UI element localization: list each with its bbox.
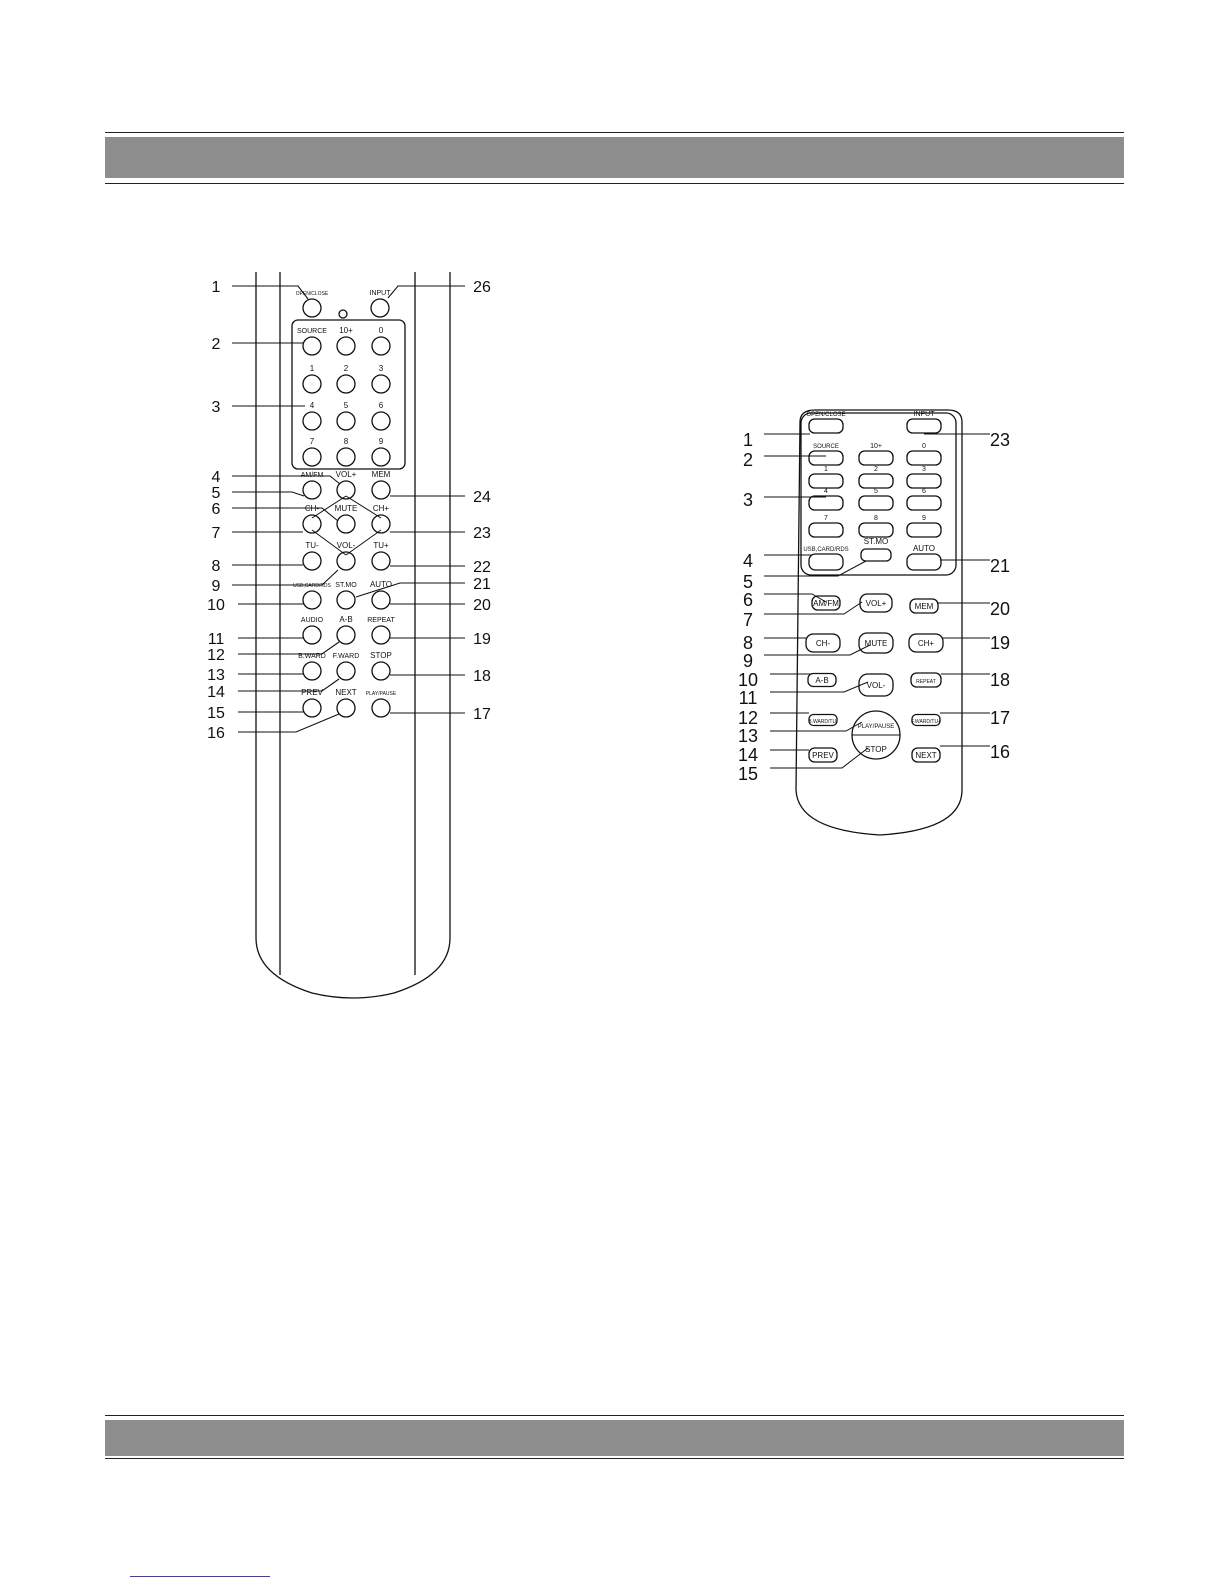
remote-a-callout-line	[238, 642, 339, 654]
remote-a	[207, 272, 491, 998]
remote-b-callout-20: 20	[989, 599, 1011, 619]
remote-a-four-label: 4	[309, 401, 315, 410]
remote-b-five-button[interactable]	[859, 496, 893, 510]
remote-b-auto-button[interactable]	[907, 554, 941, 570]
remote-a-callout-5: 5	[211, 485, 221, 502]
remote-a-play-pause-button[interactable]	[372, 699, 390, 717]
remote-b-input-button[interactable]	[907, 419, 941, 433]
remote-a-mem-label: MEM	[371, 470, 391, 479]
remote-b-usb-card-rds-label: USB,CARD/RDS	[803, 547, 849, 553]
remote-a-callout-10: 10	[207, 597, 225, 614]
remote-b-callout-18: 18	[989, 670, 1011, 690]
remote-b-one-button[interactable]	[809, 474, 843, 488]
remote-b-auto-label: AUTO	[912, 544, 936, 553]
remote-b-mute-label: MUTE	[864, 639, 888, 648]
remote-a-mute-button[interactable]	[337, 515, 355, 533]
remote-b-seven-button[interactable]	[809, 523, 843, 537]
remote-b-stop-label: STOP	[865, 745, 887, 754]
remote-a-callout-3: 3	[211, 399, 221, 416]
remote-b-source-button[interactable]	[809, 451, 843, 465]
remote-a-callout-7: 7	[211, 525, 221, 542]
remote-a-repeat-label: REPEAT	[367, 617, 395, 624]
remote-b-f-ward-tu-label: F.WARD/TU+	[911, 719, 941, 725]
remote-a-ten-plus-button[interactable]	[337, 337, 355, 355]
remote-a-am-fm-button[interactable]	[303, 481, 321, 499]
remote-a-callout-line	[232, 508, 338, 521]
remote-a-eight-button[interactable]	[337, 448, 355, 466]
remote-b-callout-10: 10	[737, 670, 759, 690]
remote-a-seven-button[interactable]	[303, 448, 321, 466]
remote-b-one-label: 1	[824, 466, 828, 473]
remote-b-nine-label: 9	[922, 515, 926, 522]
remote-b-st-mo-button[interactable]	[861, 549, 891, 561]
remote-a-three-button[interactable]	[372, 375, 390, 393]
remote-a-one-button[interactable]	[303, 375, 321, 393]
remote-a-tu-plus-label: TU+	[373, 541, 389, 550]
remote-b-callout-12: 12	[737, 708, 759, 728]
remote-b-prev-label: PREV	[812, 751, 834, 760]
remote-a-auto-label: AUTO	[369, 580, 393, 589]
remote-a-five-button[interactable]	[337, 412, 355, 430]
remote-a-nine-button[interactable]	[372, 448, 390, 466]
remote-a-callout-17: 17	[473, 706, 491, 723]
remote-b-open-close-button[interactable]	[809, 419, 843, 433]
remote-a-callout-23: 23	[473, 525, 491, 542]
remote-a-callout-14: 14	[207, 684, 225, 701]
remote-a-b-ward-button[interactable]	[303, 662, 321, 680]
remote-a-a-b-button[interactable]	[337, 626, 355, 644]
remote-a-body	[256, 272, 450, 998]
remote-a-stop-button[interactable]	[372, 662, 390, 680]
remote-b-four-button[interactable]	[809, 496, 843, 510]
remote-b-st-mo-label: ST.MO	[863, 537, 889, 546]
remote-a-five-label: 5	[343, 401, 349, 410]
remote-a-callout-2: 2	[211, 336, 221, 353]
remote-a-callout-16: 16	[207, 725, 225, 742]
remote-b-open-close-label: OPEN/CLOSE	[806, 412, 846, 418]
remote-a-mem-button[interactable]	[372, 481, 390, 499]
remote-b-source-label: SOURCE	[813, 444, 839, 450]
remote-a-stop-label: STOP	[370, 651, 392, 660]
remote-a-callout-9: 9	[211, 578, 221, 595]
remote-a-next-label: NEXT	[335, 688, 357, 697]
remote-a-callout-13: 13	[207, 667, 225, 684]
remote-a-keypad-frame	[292, 320, 405, 469]
remote-a-zero-label: 0	[378, 326, 384, 335]
remote-a-callout-12: 12	[207, 647, 225, 664]
remote-a-two-button[interactable]	[337, 375, 355, 393]
remote-b-three-button[interactable]	[907, 474, 941, 488]
remote-a-audio-label: AUDIO	[300, 617, 324, 624]
remote-b-callout-16: 16	[989, 742, 1011, 762]
remote-a-callout-26: 26	[473, 279, 491, 296]
remote-a-callout-22: 22	[473, 559, 491, 576]
remote-b-next-label: NEXT	[915, 751, 937, 760]
remote-a-callout-1: 1	[211, 279, 221, 296]
remote-b-callout-6: 6	[742, 590, 754, 610]
remote-b-callout-5: 5	[742, 572, 754, 592]
remote-b-two-button[interactable]	[859, 474, 893, 488]
remote-a-open-close-button[interactable]	[303, 299, 321, 317]
remote-b-ch-plus-label: CH+	[917, 639, 935, 648]
remote-a-callout-line	[238, 679, 339, 691]
remote-a-st-mo-button[interactable]	[337, 591, 355, 609]
remote-b-two-label: 2	[874, 466, 878, 473]
remote-a-callout-6: 6	[211, 501, 221, 518]
remote-b-callout-line	[764, 561, 866, 576]
remote-b-callout-4: 4	[742, 551, 754, 571]
remote-a-seven-label: 7	[309, 437, 315, 446]
remote-b-callout-15: 15	[737, 764, 759, 784]
remote-b-input-label: INPUT	[913, 411, 935, 418]
remote-a-eight-label: 8	[343, 437, 349, 446]
remote-b-b-ward-tu-label: B.WARD/TU-	[808, 719, 838, 725]
remote-b-callout-21: 21	[989, 556, 1011, 576]
remote-a-two-label: 2	[343, 364, 349, 373]
remote-b-eight-label: 8	[874, 515, 878, 522]
remote-a-one-label: 1	[309, 364, 315, 373]
remote-a-input-button[interactable]	[371, 299, 389, 317]
remote-b-mem-label: MEM	[914, 602, 934, 611]
remote-a-callout-21: 21	[473, 576, 491, 593]
remote-b-vol-plus-label: VOL+	[865, 599, 887, 608]
remote-a-callout-11: 11	[207, 631, 225, 648]
remote-b-three-label: 3	[922, 466, 926, 473]
remote-b-callout-2: 2	[742, 450, 754, 470]
remote-b-usb-card-rds-button[interactable]	[809, 554, 843, 570]
remote-b-zero-label: 0	[922, 443, 926, 450]
remote-b-ten-plus-button[interactable]	[859, 451, 893, 465]
remote-b-am-fm-label: AM/FM	[813, 599, 839, 608]
remote-a-six-button[interactable]	[372, 412, 390, 430]
remote-a-callout-line	[238, 714, 339, 732]
remote-b-play-pause-label: PLAY/PAUSE	[857, 724, 895, 730]
remote-a-next-button[interactable]	[337, 699, 355, 717]
remote-b-callout-8: 8	[742, 633, 754, 653]
remote-b-repeat-label: REPEAT	[916, 679, 936, 685]
remote-a-callout-line	[388, 286, 465, 298]
remote-a-vol-minus-label: VOL-	[336, 541, 356, 550]
remote-a-usb-card-rds-label: USB,CARD/RDS	[293, 583, 331, 589]
remote-b-five-label: 5	[874, 488, 878, 495]
remote-a-nine-label: 9	[378, 437, 384, 446]
remote-b-nine-button[interactable]	[907, 523, 941, 537]
remote-b-callout-1: 1	[742, 430, 754, 450]
remote-a-four-button[interactable]	[303, 412, 321, 430]
remote-b-eight-button[interactable]	[859, 523, 893, 537]
remote-b-a-b-label: A-B	[815, 676, 829, 685]
remote-a-source-button[interactable]	[303, 337, 321, 355]
remote-a-prev-label: PREV	[301, 688, 323, 697]
remote-a-prev-button[interactable]	[303, 699, 321, 717]
remote-a-callout-8: 8	[211, 558, 221, 575]
remote-b-callout-13: 13	[737, 726, 759, 746]
remote-b-ten-plus-label: 10+	[870, 443, 882, 450]
remote-a-st-mo-label: ST.MO	[335, 582, 357, 589]
remote-a-ten-plus-label: 10+	[339, 326, 353, 335]
remote-b-vol-minus-label: VOL-	[866, 681, 886, 690]
remote-a-callout-20: 20	[473, 597, 491, 614]
remote-a-three-label: 3	[378, 364, 384, 373]
remote-b-zero-button[interactable]	[907, 451, 941, 465]
remote-a-tu-minus-button[interactable]	[303, 552, 321, 570]
remote-b-ch-minus-label: CH-	[815, 639, 831, 648]
remote-a-open-close-label: OPEN/CLOSE	[295, 291, 329, 297]
remote-a-ch-minus-label: CH-	[304, 504, 320, 513]
remote-a-repeat-button[interactable]	[372, 626, 390, 644]
remote-a-callout-line	[232, 492, 304, 496]
remote-a-play-pause-label: PLAY/PAUSE	[365, 691, 397, 697]
remote-a-audio-button[interactable]	[303, 626, 321, 644]
remote-b-six-button[interactable]	[907, 496, 941, 510]
remote-a-callout-line	[232, 476, 340, 484]
remote-b	[738, 410, 1010, 835]
remote-a-callout-15: 15	[207, 705, 225, 722]
remote-a-callout-19: 19	[473, 631, 491, 648]
remote-a-source-label: SOURCE	[297, 328, 327, 335]
remote-a-ch-plus-label: CH+	[372, 504, 390, 513]
remote-b-callout-23: 23	[989, 430, 1011, 450]
remote-b-callout-19: 19	[989, 633, 1011, 653]
remote-b-callout-7: 7	[742, 610, 754, 630]
remote-a-tu-plus-button[interactable]	[372, 552, 390, 570]
remote-b-seven-label: 7	[824, 515, 828, 522]
remote-a-auto-button[interactable]	[372, 591, 390, 609]
remote-a-b-ward-label: B.WARD	[298, 653, 326, 660]
remote-a-mute-label: MUTE	[334, 504, 358, 513]
remote-a-input-label: INPUT	[369, 290, 391, 297]
remote-b-callout-9: 9	[742, 651, 754, 671]
remote-a-usb-card-rds-button[interactable]	[303, 591, 321, 609]
remote-a-callout-24: 24	[473, 489, 491, 506]
remote-a-am-fm-label: AM/FM	[300, 472, 324, 479]
remote-a-tu-minus-label: TU-	[305, 541, 319, 550]
remote-b-callout-17: 17	[989, 708, 1011, 728]
remote-b-callout-11: 11	[738, 688, 758, 708]
remote-a-zero-button[interactable]	[372, 337, 390, 355]
remote-a-six-label: 6	[378, 401, 384, 410]
remote-b-four-label: 4	[824, 488, 828, 495]
remote-a-vol-plus-label: VOL+	[335, 470, 357, 479]
remote-b-callout-14: 14	[737, 745, 759, 765]
remote-a-a-b-label: A-B	[339, 615, 353, 624]
remote-b-six-label: 6	[922, 488, 926, 495]
remote-a-callout-4: 4	[211, 469, 221, 486]
remote-a-callout-18: 18	[473, 668, 491, 685]
ir-led-icon	[339, 310, 347, 318]
remote-a-f-ward-label: F.WARD	[332, 653, 360, 660]
remote-b-callout-3: 3	[742, 490, 754, 510]
remote-a-f-ward-button[interactable]	[337, 662, 355, 680]
